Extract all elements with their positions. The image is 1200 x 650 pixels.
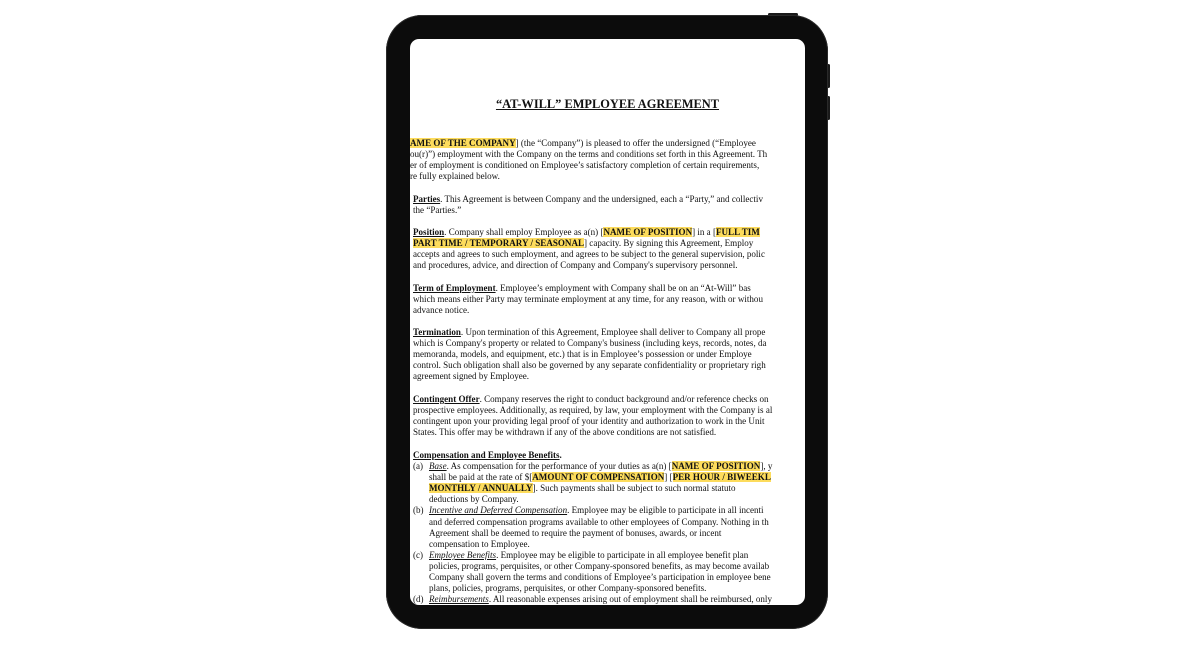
term-paragraph: Term of Employment. Employee’s employment with Company shall be on an “At-Will” bas which means either Party may terminate employment at any time, for any reason, with or withou advance notice. [413, 283, 763, 316]
compensation-item-incentive: (b) Incentive and Deferred Compensation. Employee may be eligible to participate in all incenti and deferred compensation programs available to other employees of Company. Nothing in th Agreement shall be deemed to require the payment of bonuses, awards, or incent compensation to Employee. [413, 505, 769, 549]
position-paragraph: Position. Company shall employ Employee as a(n) [NAME OF POSITION] in a [FULL TIM PART TIME / TEMPORARY / SEASONAL] capacity. By signing this Agreement, Employ accepts and agrees to such employment, and agrees to be subject to the general supervision, polic and procedures, advice, and direction of Company and Company's supervisory personnel. [413, 227, 765, 271]
section-heading-position: Position [413, 227, 445, 237]
placeholder-pay-period-cont: MONTHLY / ANNUALLY [429, 483, 533, 494]
placeholder-compensation-amount: AMOUNT OF COMPENSATION [532, 472, 665, 483]
document-title: “AT-WILL” EMPLOYEE AGREEMENT [495, 97, 720, 111]
subheading-benefits: Employee Benefits [429, 549, 497, 560]
document-page[interactable] [410, 39, 805, 605]
tablet-screen[interactable] [410, 39, 805, 605]
section-heading-termination: Termination [413, 327, 461, 337]
contingent-paragraph: Contingent Offer. Company reserves the right to conduct background and/or reference checks on prospective employees. Additionally, as required, by law, your employment with the Company is al contingent upon your providing legal proof of your identity and authorization to work in the Unit States. This offer may be withdrawn if any of the above conditions are not satisfied. [413, 394, 773, 438]
compensation-section: Compensation and Employee Benefits. (a) Base. As compensation for the performance of your duties as a(n) [NAME OF POSITION], y shall be paid at the rate of $[AMOUNT OF COMPENSATION] [PER HOUR / BIWEEKL MONTHLY / ANNUALLY]. Such payments shall be subject to such normal statuto deductions by Company. (b) Incentive and Deferred Compensation. Employee may be eligible to participate in all incenti and deferred compensation programs available to other employees of Company. Nothing in th Agreement shall be deemed to require the payment of bonuses, awards, or incent compensation to Employee. (c) Employee Benefits. Employee may be eligible to participate in all employee benefit plan policies, programs, perquisites, or other Company-sponsored benefits, as may become availab Company shall govern the terms and conditions of Employee’s participation in employee bene plans, policies, programs, perquisites, or other Company-sponsored benefits. (d) Reimbursements. All reasonable expenses arising out of employment shall be reimbursed, only [413, 450, 805, 605]
placeholder-position-name: NAME OF POSITION [603, 227, 693, 237]
subheading-reimbursements: Reimbursements [429, 594, 489, 605]
section-heading-compensation: Compensation and Employee Benefits [413, 450, 560, 460]
compensation-item-reimbursements: (d) Reimbursements. All reasonable expenses arising out of employment shall be reimbursed, only [413, 594, 772, 605]
parties-paragraph: Parties. This Agreement is between Company and the undersigned, each a “Party,” and collectiv the “Parties.” [413, 194, 763, 216]
placeholder-employment-type-cont: PART TIME / TEMPORARY / SEASONAL [413, 238, 585, 249]
intro-paragraph: AME OF THE COMPANY] (the “Company”) is pleased to offer the undersigned (“Employee ou(r)”) employment with the Company on the terms and conditions set forth in this Agreement. Th er of employment is conditioned on Employee’s satisfactory completion of certain requirements, re fully explained below. [410, 138, 768, 182]
placeholder-pay-period: PER HOUR / BIWEEKL [672, 472, 771, 483]
placeholder-company-name: AME OF THE COMPANY [410, 138, 516, 148]
section-heading-term: Term of Employment [413, 283, 496, 293]
compensation-item-benefits: (c) Employee Benefits. Employee may be eligible to participate in all employee benefit plan policies, programs, perquisites, or other Company-sponsored benefits, as may become availab Company shall govern the terms and conditions of Employee’s participation in employee bene plans, policies, programs, perquisites, or other Company-sponsored benefits. [413, 549, 771, 594]
placeholder-position-name-2: NAME OF POSITION [671, 461, 761, 472]
section-heading-contingent: Contingent Offer [413, 394, 480, 404]
subheading-base: Base [429, 461, 447, 472]
section-heading-parties: Parties [413, 194, 441, 204]
compensation-item-base: (a) Base. As compensation for the performance of your duties as a(n) [NAME OF POSITION], y shall be paid at the rate of $[AMOUNT OF COMPENSATION] [PER HOUR / BIWEEKL MONTHLY / ANNUALLY]. Such payments shall be subject to such normal statuto deductions by Company. [413, 461, 773, 505]
termination-paragraph: Termination. Upon termination of this Agreement, Employee shall deliver to Company all prope which is Company's property or related to Company's business (including keys, records, notes, da memoranda, models, and equipment, etc.) that is in Employee’s possession or under Employe control. Such obligation shall also be governed by any separate confidentiality or proprietary righ agreement signed by Employee. [413, 327, 767, 382]
subheading-incentive: Incentive and Deferred Compensation [429, 505, 568, 516]
placeholder-employment-type: FULL TIM [715, 227, 760, 237]
